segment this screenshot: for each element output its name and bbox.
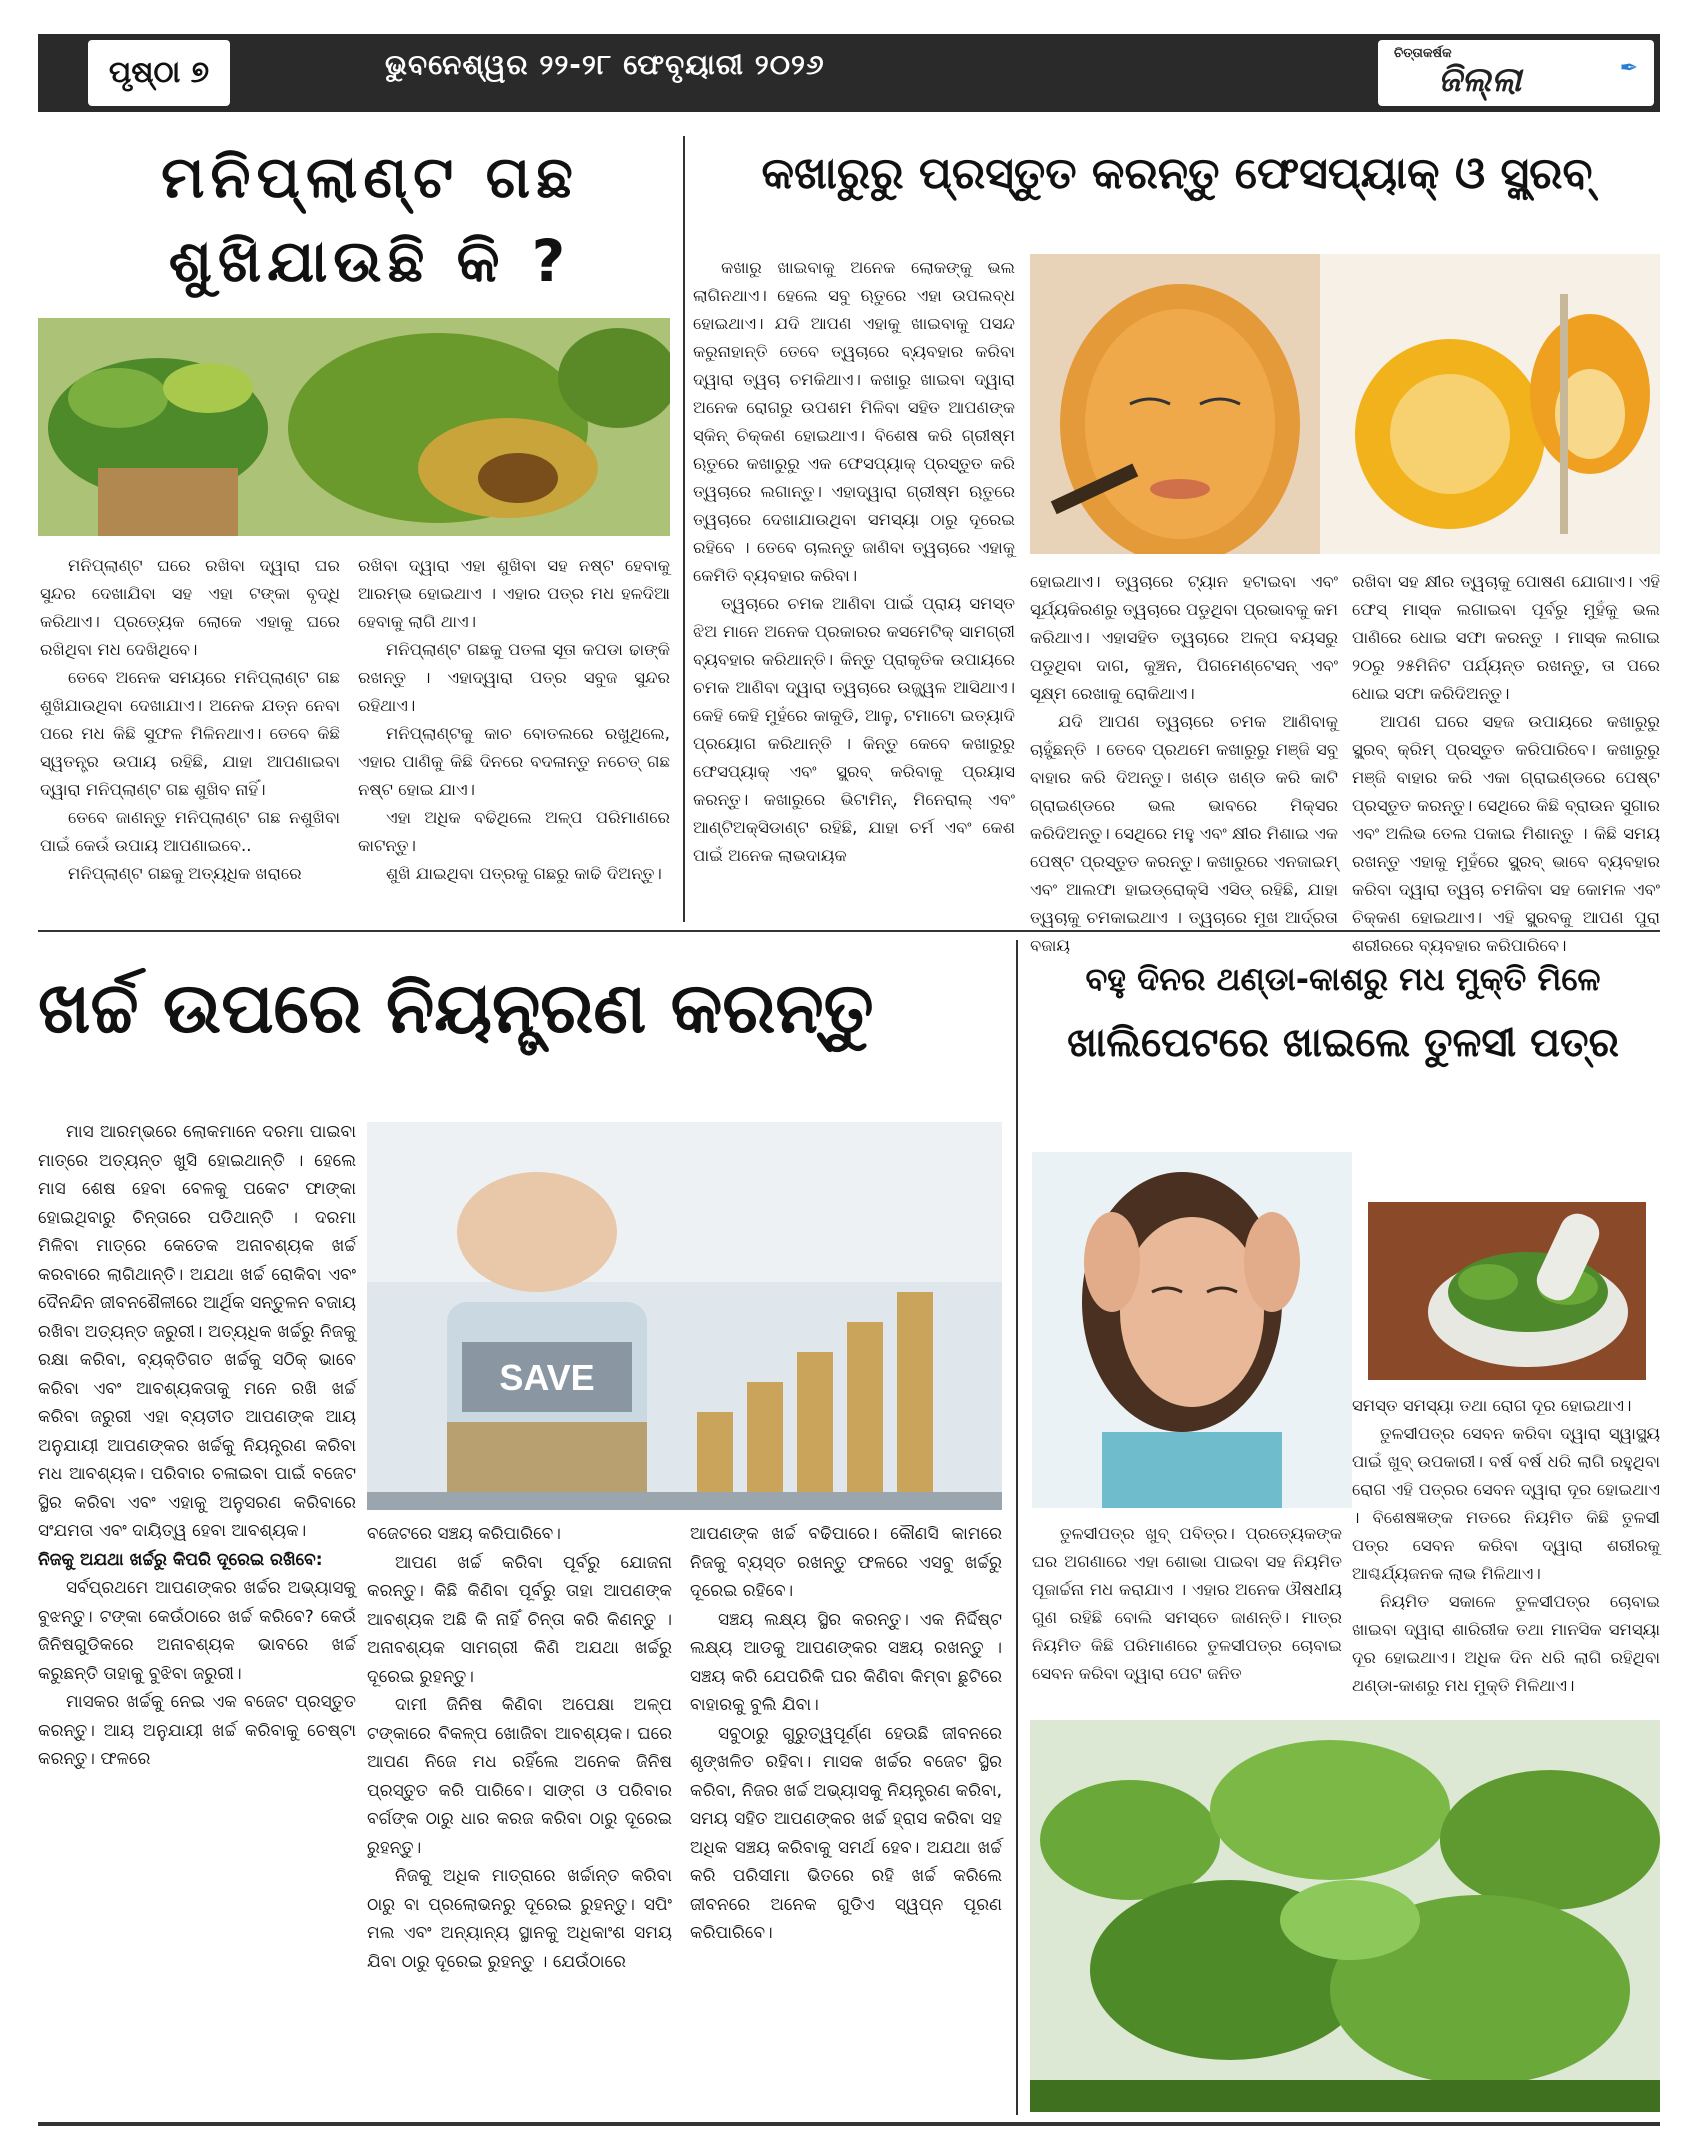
article2-headline: କଖାରୁରୁ ପ୍ରସ୍ତୁତ କରନ୍ତୁ ଫେସପ୍ୟାକ୍ ଓ ସ୍କ୍ରବ୍	[761, 148, 1593, 199]
paragraph: ତ୍ୱଚାରେ ଚମକ ଆଣିବା ପାଇଁ ପ୍ରାୟ ସମସ୍ତ ଝିଅ ମାନେ ଅନେକ ପ୍ରକାରର କସମେଟିକ୍ ସାମଗ୍ରୀ ବ୍ୟବହାର କରିଥାନ୍ତି। କିନ୍ତୁ ପ୍ରାକୃତିକ ଉପାୟରେ ଚମକ ଆଣିବା ଦ୍ୱାରା ତ୍ୱଚାରେ ଉଜ୍ଜ୍ୱଳ ଆସିଥାଏ। କେହି କେହି ମୁହଁରେ କାକୁଡି, ଆଳୁ, ଟମାଟୋ ଇତ୍ୟାଦି ପ୍ରୟୋଗ କରିଥାନ୍ତି । କିନ୍ତୁ କେବେ କଖାରୁରୁ ଫେସପ୍ୟାକ୍ ଏବଂ ସ୍କ୍ରବ୍ କରିବାକୁ ପ୍ରୟାସ କରନ୍ତୁ। କଖାରୁରେ ଭିଟାମିନ୍, ମିନେରାଲ୍ ଏବଂ ଆଣ୍ଟିଅକ୍ସିଡାଣ୍ଟ ରହିଛି, ଯାହା ଚର୍ମ ଏବଂ କେଶ ପାଇଁ ଅନେକ ଲାଭଦାୟକ	[693, 594, 1015, 865]
newspaper-logo	[1378, 40, 1654, 106]
money-plant-image	[38, 318, 670, 536]
paragraph: ରଖିବା ଦ୍ୱାରା ଏହା ଶୁଖିବା ସହ ନଷ୍ଟ ହେବାକୁ ଆରମ୍ଭ ହୋଇଥାଏ । ଏହାର ପତ୍ର ମଧ ହଳଦିଆ ହେବାକୁ ଲାଗି ଥାଏ।	[358, 556, 670, 631]
section-divider	[38, 930, 1660, 932]
paragraph: ସମସ୍ତ ସମସ୍ୟା ତଥା ରୋଗ ଦୂର ହୋଇଥାଏ।	[1352, 1396, 1632, 1415]
article1-column-1	[40, 552, 340, 888]
logo-title: ଜିଲ୍ଲା	[1438, 60, 1522, 100]
paragraph: ଆପଣ ଖର୍ଚ୍ଚ କରିବା ପୂର୍ବରୁ ଯୋଜନା କରନ୍ତୁ। କିଛି କିଣିବା ପୂର୍ବରୁ ତାହା ଆପଣଙ୍କ ଆବଶ୍ୟକ ଅଛି କି ନାହିଁ ଚିନ୍ତା କରି କିଣନ୍ତୁ । ଅନାବଶ୍ୟକ ସାମଗ୍ରୀ କିଣି ଅଯଥା ଖର୍ଚ୍ଚରୁ ଦୂରେଇ ରୁହନ୍ତୁ।	[367, 1552, 672, 1687]
tulsi-plant-image	[1030, 1720, 1660, 2112]
page-number: ପୃଷ୍ଠା ୭	[88, 40, 230, 106]
paragraph: ଯଦି ଆପଣ ତ୍ୱଚାରେ ଚମକ ଆଣିବାକୁ ଚାହୁଁଛନ୍ତି । ତେବେ ପ୍ରଥମେ କଖାରୁରୁ ମଞ୍ଜି ସବୁ ବାହାର କରି ଦିଅନ୍ତୁ। ଖଣ୍ଡ ଖଣ୍ଡ କରି କାଟି ଗ୍ରାଇଣ୍ଡରେ ଭଲ ଭାବରେ ମିକ୍ସର କରିଦିଅନ୍ତୁ। ସେଥିରେ ମହୁ ଏବଂ କ୍ଷୀର ମିଶାଇ ଏକ ପେଷ୍ଟ ପ୍ରସ୍ତୁତ କରନ୍ତୁ। କଖାରୁରେ ଏନଜାଇମ୍ ଏବଂ ଆଲଫା ହାଇଡ୍ରୋକ୍ସି ଏସିଡ୍ ରହିଛି, ଯାହା ତ୍ୱଚାକୁ ଚମକାଇଥାଏ । ତ୍ୱଚାରେ ମୁଖ ଆର୍ଦ୍ରତା ବଜାୟ	[1030, 712, 1338, 955]
paragraph: ଆପଣଙ୍କ ଖର୍ଚ୍ଚ ବଢିପାରେ। କୌଣସି କାମରେ ନିଜକୁ ବ୍ୟସ୍ତ ରଖନ୍ତୁ ଫଳରେ ଏସବୁ ଖର୍ଚ୍ଚରୁ ଦୂରେଇ ରହିବେ।	[690, 1524, 1002, 1601]
paragraph: ଆପଣ ଘରେ ସହଜ ଉପାୟରେ କଖାରୁରୁ ସ୍କ୍ରବ୍ କ୍ରିମ୍ ପ୍ରସ୍ତୁତ କରିପାରିବେ। କଖାରୁରୁ ମଞ୍ଜି ବାହାର କରି ଏକା ଗ୍ରାଇଣ୍ଡରେ ପେଷ୍ଟ ପ୍ରସ୍ତୁତ କରନ୍ତୁ। ସେଥିରେ କିଛି ବ୍ରାଉନ ସୁଗାର ଏବଂ ଅଲିଭ ତେଲ ପକାଇ ମିଶାନ୍ତୁ । କିଛି ସମୟ ରଖନ୍ତୁ ଏହାକୁ ମୁହଁରେ ସ୍କ୍ରବ୍ ଭାବେ ବ୍ୟବହାର କରିବା ଦ୍ୱାରା ତ୍ୱଚା ଚମକିବା ସହ କୋମଳ ଏବଂ ଚିକ୍କଣ ହୋଇଥାଏ। ଏହି ସ୍କ୍ରବକୁ ଆପଣ ପୁରା ଶରୀରରେ ବ୍ୟବହାର କରିପାରିବେ।	[1352, 712, 1660, 955]
paragraph: ତୁଳସୀପତ୍ର ଖୁବ୍ ପବିତ୍ର। ପ୍ରତ୍ୟେକଙ୍କ ଘର ଅଗଣାରେ ଏହା ଶୋଭା ପାଇବା ସହ ନିୟମିତ ପୂଜାର୍ଚ୍ଚନା ମଧ କରାଯାଏ । ଏହାର ଅନେକ ଔଷଧୀୟ ଗୁଣ ରହିଛି ବୋଲି ସମସ୍ତେ ଜାଣନ୍ତି। ମାତ୍ର ନିୟମିତ କିଛି ପରିମାଣରେ ତୁଳସୀପତ୍ର ଚୋବାଇ ସେବନ କରିବା ଦ୍ୱାରା ପେଟ ଜନିତ	[1032, 1524, 1342, 1683]
paragraph: ମାସକର ଖର୍ଚ୍ଚକୁ ନେଇ ଏକ ବଜେଟ ପ୍ରସ୍ତୁତ କରନ୍ତୁ। ଆୟ ଅନୁଯାୟୀ ଖର୍ଚ୍ଚ କରିବାକୁ ଚେଷ୍ଟା କରନ୍ତୁ। ଫଳରେ	[38, 1692, 356, 1769]
article3-column-1	[38, 1118, 356, 1774]
paragraph: ତେବେ ଅନେକ ସମୟରେ ମନିପ୍ଲାଣ୍ଟ ଗଛ ଶୁଖିଯାଉଥିବା ଦେଖାଯାଏ। ଅନେକ ଯତ୍ନ ନେବା ପରେ ମଧ କିଛି ସୁଫଳ ମିଳିନଥାଏ। ତେବେ କିଛି ସ୍ୱତନ୍ତ୍ର ଉପାୟ ରହିଛି, ଯାହା ଆପଣାଇବା ଦ୍ୱାରା ମନିପ୍ଲାଣ୍ଟ ଗଛ ଶୁଖିବ ନାହିଁ।	[40, 668, 340, 799]
feather-icon: ✒	[1619, 56, 1638, 81]
article3-column-2	[367, 1520, 672, 1976]
article4-headline	[1026, 962, 1660, 1065]
save-jar-image	[367, 1122, 1002, 1510]
paragraph: ମନିପ୍ଲାଣ୍ଟ ଗଛକୁ ପତଳା ସୂତା କପଡା ଢାଙ୍କି ରଖନ୍ତୁ । ଏହାଦ୍ୱାରା ପତ୍ର ସବୁଜ ସୁନ୍ଦର ରହିଥାଏ।	[358, 640, 670, 715]
paragraph: ସଞ୍ଚୟ ଲକ୍ଷ୍ୟ ସ୍ଥିର କରନ୍ତୁ। ଏକ ନିର୍ଦ୍ଦିଷ୍ଟ ଲକ୍ଷ୍ୟ ଆଡକୁ ଆପଣଙ୍କର ସଞ୍ଚୟ ରଖନ୍ତୁ । ସଞ୍ଚୟ କରି ଯେପରିକି ଘର କିଣିବା କିମ୍ବା ଛୁଟିରେ ବାହାରକୁ ବୁଲି ଯିବା।	[690, 1609, 1002, 1715]
article3-headline: ଖର୍ଚ୍ଚ ଉପରେ ନିୟନ୍ତ୍ରଣ କରନ୍ତୁ	[38, 967, 874, 1049]
article4-headline-line1: ବହୁ ଦିନର ଥଣ୍ଡା-କାଶରୁ ମଧ ମୁକ୍ତି ମିଳେ	[1085, 960, 1601, 998]
article1-headline	[80, 135, 660, 303]
issue-date: ଭୁବନେଶ୍ୱର ୨୨-୨୮ ଫେବୃୟାରୀ ୨୦୨୬	[385, 48, 825, 81]
article3-column-3	[690, 1520, 1002, 1948]
column-divider	[683, 136, 685, 922]
paragraph: ମନିପ୍ଲାଣ୍ଟ ଘରେ ରଖିବା ଦ୍ୱାରା ଘର ସୁନ୍ଦର ଦେଖାଯିବା ସହ ଏହା ଟଙ୍କା ବୃଦ୍ଧି କରିଥାଏ। ପ୍ରତ୍ୟେକ ଲୋକେ ଏହାକୁ ଘରେ ରଖିଥିବା ମଧ ଦେଖିଥିବେ।	[40, 556, 340, 659]
article4-column-left	[1032, 1520, 1342, 1688]
save-label: SAVE	[499, 1357, 595, 1398]
logo-tagline: ଚିତ୍ତାକର୍ଷକ	[1394, 46, 1452, 61]
column-divider	[1016, 940, 1018, 2115]
paragraph: ଏହା ଅଧିକ ବଢିଥିଲେ ଅଳ୍ପ ପରିମାଣରେ କାଟନ୍ତୁ।	[358, 808, 670, 855]
subheading: ନିଜକୁ ଅଯଥା ଖର୍ଚ୍ଚରୁ କିପରି ଦୂରେଇ ରଖିବେ:	[38, 1549, 323, 1570]
article4-headline-line2: ଖାଲିପେଟରେ ଖାଇଲେ ତୁଳସୀ ପତ୍ର	[1067, 1020, 1619, 1067]
article2-column-2	[1030, 568, 1338, 960]
paragraph: ନିୟମିତ ସକାଳେ ତୁଳସୀପତ୍ର ଚୋବାଇ ଖାଇବା ଦ୍ୱାରା ଶାରିରୀକ ତଥା ମାନସିକ ସମସ୍ୟା ଦୂର ହୋଇଥାଏ। ଅଧିକ ଦିନ ଧରି ଲାଗି ରହିଥିବା ଥଣ୍ଡା-କାଶରୁ ମଧ ମୁକ୍ତି ମିଳିଥାଏ।	[1352, 1592, 1660, 1695]
paragraph: ମନିପ୍ଲାଣ୍ଟ ଗଛକୁ ଅତ୍ୟଧିକ ଖରାରେ	[68, 864, 302, 883]
paragraph: ଦାମୀ ଜିନିଷ କିଣିବା ଅପେକ୍ଷା ଅଳ୍ପ ଟଙ୍କାରେ ବିକଳ୍ପ ଖୋଜିବା ଆବଶ୍ୟକ। ଘରେ ଆପଣ ନିଜେ ମଧ ରହିଁଲେ ଅନେକ ଜିନିଷ ପ୍ରସ୍ତୁତ କରି ପାରିବେ। ସାଙ୍ଗ ଓ ପରିବାର ବର୍ଗଙ୍କ ଠାରୁ ଧାର କରଜ କରିବା ଠାରୁ ଦୂରେଇ ରୁହନ୍ତୁ।	[367, 1695, 672, 1858]
paragraph: ମାସ ଆରମ୍ଭରେ ଲୋକମାନେ ଦରମା ପାଇବା ମାତ୍ରେ ଅତ୍ୟନ୍ତ ଖୁସି ହୋଇଥାନ୍ତି । ହେଲେ ମାସ ଶେଷ ହେବା ବେଳକୁ ପକେଟ ଫାଙ୍କା ହୋଇଥିବାରୁ ଚିନ୍ତାରେ ପଡିଥାନ୍ତି । ଦରମା ମିଳିବା ମାତ୍ରେ କେତେକ ଅନାବଶ୍ୟକ ଖର୍ଚ୍ଚ କରବାରେ ଲାଗିଥାନ୍ତି। ଅଯଥା ଖର୍ଚ୍ଚ ରୋକିବା ଏବଂ ଦୈନନ୍ଦିନ ଜୀବନଶୈଳୀରେ ଆର୍ଥିକ ସନ୍ତୁଳନ ବଜାୟ ରଖିବା ଅତ୍ୟନ୍ତ ଜରୁରୀ। ଅତ୍ୟଧିକ ଖର୍ଚ୍ଚରୁ ନିଜକୁ ରକ୍ଷା କରିବା, ବ୍ୟକ୍ତିଗତ ଖର୍ଚ୍ଚକୁ ସଠିକ୍ ଭାବେ କରିବା ଏବଂ ଆବଶ୍ୟକତାକୁ ମନେ ରଖି ଖର୍ଚ୍ଚ କରିବା ଜରୁରୀ ଏହା ବ୍ୟତୀତ ଆପଣଙ୍କ ଆୟ ଅନୁଯାୟୀ ଆପଣଙ୍କର ଖର୍ଚ୍ଚକୁ ନିୟନ୍ତ୍ରଣ କରିବା ମଧ ଆବଶ୍ୟକ। ପରିବାର ଚଳାଇବା ପାଇଁ ବଜେଟ ସ୍ଥିର କରିବା ଏବଂ ଏହାକୁ ଅନୁସରଣ କରିବାରେ ସଂଯମତା ଏବଂ ଦାୟିତ୍ୱ ହେବା ଆବଶ୍ୟକ।	[38, 1122, 356, 1541]
article2-column-3	[1352, 568, 1660, 960]
paragraph: ତେବେ ଜାଣନ୍ତୁ ମନିପ୍ଲାଣ୍ଟ ଗଛ ନଶୁଖିବା ପାଇଁ କେଉଁ ଉପାୟ ଆପଣାଇବେ..	[40, 808, 340, 855]
paragraph: ତୁଳସୀପତ୍ର ସେବନ କରିବା ଦ୍ୱାରା ସ୍ୱାସ୍ଥ୍ୟ ପାଇଁ ଖୁବ୍ ଉପକାରୀ। ବର୍ଷ ବର୍ଷ ଧରି ଲାଗି ରହୁଥିବା ରୋଗ ଏହି ପତ୍ରର ସେବନ ଦ୍ୱାରା ଦୂର ହୋଇଥାଏ । ବିଶେଷଜ୍ଞଙ୍କ ମତରେ ନିୟମିତ କିଛି ତୁଳସୀ ପତ୍ର ସେବନ କରିବା ଦ୍ୱାରା ଶରୀରକୁ ଆଶ୍ଚର୍ଯ୍ୟଜନକ ଲାଭ ମିଳିଥାଏ।	[1352, 1424, 1660, 1583]
paragraph: ସବୁଠାରୁ ଗୁରୁତ୍ୱପୂର୍ଣ୍ଣ ହେଉଛି ଜୀବନରେ ଶୃଙ୍ଖଳିତ ରହିବା। ମାସକ ଖର୍ଚ୍ଚର ବଜେଟ ସ୍ଥିର କରିବା, ନିଜର ଖର୍ଚ୍ଚ ଅଭ୍ୟାସକୁ ନିୟନ୍ତ୍ରଣ କରିବା, ସମୟ ସହିତ ଆପଣଙ୍କର ଖର୍ଚ୍ଚ ହ୍ରାସ କରିବା ସହ ଅଧିକ ସଞ୍ଚୟ କରିବାକୁ ସମର୍ଥ ହେବ। ଅଯଥା ଖର୍ଚ୍ଚ କରି ପରିସୀମା ଭିତରେ ରହି ଖର୍ଚ୍ଚ କରିଲେ ଜୀବନରେ ଅନେକ ଗୁଡିଏ ସ୍ୱପ୍ନ ପୂରଣ କରିପାରିବେ।	[690, 1723, 1002, 1943]
paragraph: କଖାରୁ ଖାଇବାକୁ ଅନେକ ଲୋକଙ୍କୁ ଭଲ ଲାଗିନଥାଏ। ହେଲେ ସବୁ ଋତୁରେ ଏହା ଉପଲବ୍ଧ ହୋଇଥାଏ। ଯଦି ଆପଣ ଏହାକୁ ଖାଇବାକୁ ପସନ୍ଦ କରୁନାହାନ୍ତି ତେବେ ତ୍ୱଚାରେ ବ୍ୟବହାର କରିବା ଦ୍ୱାରା ତ୍ୱଚା ଚମକିଥାଏ। କଖାରୁ ଖାଇବା ଦ୍ୱାରା ଅନେକ ରୋଗରୁ ଉପଶମ ମିଳିବା ସହିତ ଆପଣଙ୍କ ସ୍କିନ୍ ଚିକ୍କଣ ହୋଇଥାଏ। ବିଶେଷ କରି ଗ୍ରୀଷ୍ମ ଋତୁରେ କଖାରୁରୁ ଏକ ଫେସପ୍ୟାକ୍ ପ୍ରସ୍ତୁତ କରି ତ୍ୱଚାରେ ଲଗାନ୍ତୁ। ଏହାଦ୍ୱାରା ଗ୍ରୀଷ୍ମ ଋତୁରେ ତ୍ୱଚାରେ ଦେଖାଯାଉଥିବା ସମସ୍ୟା ଠାରୁ ଦୂରେଇ ରହିବେ । ତେବେ ଚାଲନ୍ତୁ ଜାଣିବା ତ୍ୱଚାରେ ଏହାକୁ କେମିତି ବ୍ୟବହାର କରିବା।	[693, 258, 1015, 585]
paragraph: ସର୍ବପ୍ରଥମେ ଆପଣଙ୍କର ଖର୍ଚ୍ଚର ଅଭ୍ୟାସକୁ ବୁଝନ୍ତୁ। ଟଙ୍କା କେଉଁଠାରେ ଖର୍ଚ୍ଚ କରିବେ? କେଉଁ ଜିନିଷଗୁଡିକରେ ଅନାବଶ୍ୟକ ଭାବରେ ଖର୍ଚ୍ଚ କରୁଛନ୍ତି ତାହାକୁ ବୁଝିବା ଜରୁରୀ।	[38, 1578, 356, 1684]
article1-headline-line2: ଶୁଖିଯାଉଛି କି ?	[168, 227, 572, 295]
headache-woman-image	[1032, 1152, 1352, 1508]
face-pack-image	[1030, 254, 1660, 554]
paragraph: ହୋଇଥାଏ। ତ୍ୱଚାରେ ଟ୍ୟାନ ହଟାଇବା ଏବଂ ସୂର୍ଯ୍ୟକିରଣରୁ ତ୍ୱଚାରେ ପଡୁଥିବା ପ୍ରଭାବକୁ କମ କରିଥାଏ। ଏହାସହିତ ତ୍ୱଚାରେ ଅଳ୍ପ ବୟସରୁ ପଡୁଥିବା ଦାଗ, କୁଞ୍ଚନ, ପିଗମେଣ୍ଟେସନ୍ ଏବଂ ସୂକ୍ଷ୍ମ ରେଖାକୁ ରୋକିଥାଏ।	[1030, 572, 1339, 703]
footer-rule	[38, 2122, 1660, 2126]
tulsi-bowl-image	[1368, 1202, 1646, 1380]
article1-headline-line1: ମନିପ୍ଲାଣ୍ଟ ଗଛ	[161, 143, 579, 211]
paragraph: ବଜେଟରେ ସଞ୍ଚୟ କରିପାରିବେ।	[367, 1524, 561, 1544]
paragraph: ନିଜକୁ ଅଧିକ ମାତ୍ରାରେ ଖର୍ଚ୍ଚାନ୍ତ କରିବା ଠାରୁ ବା ପ୍ରଲୋଭନରୁ ଦୂରେଇ ରୁହନ୍ତୁ। ସପିଂ ମଲ ଏବଂ ଅନ୍ୟାନ୍ୟ ସ୍ଥାନକୁ ଅଧିକାଂଶ ସମୟ ଯିବା ଠାରୁ ଦୂରେଇ ରୁହନ୍ତୁ । ଯେଉଁଠାରେ	[367, 1866, 672, 1972]
paragraph: ରଖିବା ସହ କ୍ଷୀର ତ୍ୱଚାକୁ ପୋଷଣ ଯୋଗାଏ। ଏହି ଫେସ୍ ମାସ୍କ ଲଗାଇବା ପୂର୍ବରୁ ମୁହଁକୁ ଭଲ ପାଣିରେ ଧୋଇ ସଫା କରନ୍ତୁ । ମାସ୍କ ଲଗାଇ ୨୦ରୁ ୨୫ମିନିଟ ପର୍ଯ୍ୟନ୍ତ ରଖନ୍ତୁ, ତା ପରେ ଧୋଇ ସଫା କରିଦିଅନ୍ତୁ।	[1352, 572, 1660, 703]
paragraph: ମନିପ୍ଲାଣ୍ଟକୁ କାଚ ବୋତଲରେ ରଖୁଥିଲେ, ଏହାର ପାଣିକୁ କିଛି ଦିନରେ ବଦଳାନ୍ତୁ ନଚେତ୍ ଗଛ ନଷ୍ଟ ହୋଇ ଯାଏ।	[358, 724, 670, 799]
paragraph: ଶୁଖି ଯାଇଥିବା ପତ୍ରକୁ ଗଛରୁ କାଢି ଦିଅନ୍ତୁ।	[386, 864, 662, 883]
article2-column-1	[693, 254, 1015, 870]
article1-column-2	[358, 552, 670, 888]
article4-column-right	[1352, 1392, 1660, 1700]
